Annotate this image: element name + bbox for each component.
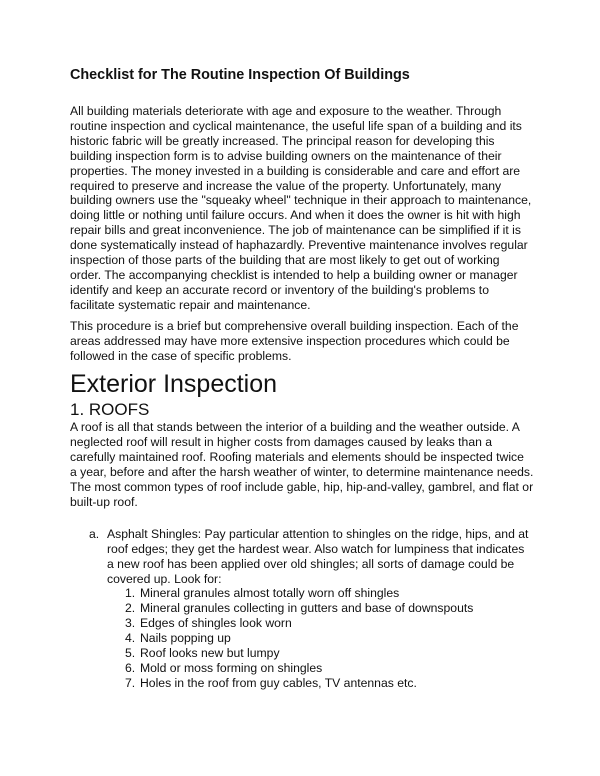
checklist-text: Mold or moss forming on shingles <box>140 661 323 675</box>
checklist-number: 7. <box>125 675 136 690</box>
checklist-text: Mineral granules collecting in gutters and base of downspouts <box>140 601 474 616</box>
checklist-number: 3. <box>125 616 136 631</box>
checklist-text: Nails popping up <box>140 631 231 646</box>
checklist-text: Roof looks new but lumpy <box>140 646 280 661</box>
roofs-paragraph: A roof is all that stands between the interior of a building and the weather outside. A neglected roof will result in higher costs from damages caused by leaks than a carefully maintained roof. Roofing materials and elements should be inspected twice a year, before and after the harsh weather of winter, to determine maintenance needs. The most common types of roof include gable, hip, hip-and-valley, gambrel, and flat or built-up roof. <box>70 420 534 509</box>
checklist-number: 1. <box>125 586 136 601</box>
checklist-item <box>125 586 534 601</box>
intro-paragraph: All building materials deteriorate with age and exposure to the weather. Through routine inspection and cyclical maintenance, the useful life span of a building and its historic fabric will be greatly increased. The principal reason for developing this building inspection form is to advise building owners on the maintenance of their properties. The money invested in a building is considerable and care and effort are required to preserve and increase the value of the property. Unfortunately, many building owners use the "squeaky wheel" technique in their approach to maintenance, doing little or nothing until failure occurs. And when it does the owner is hit with high repair bills and great inconvenience. The job of maintenance can be simplified if it is done systematically instead of haphazardly. Preventive maintenance involves regular inspection of those parts of the building that are most likely to get out of working order. The accompanying checklist is intended to help a building owner or manager identify and keep an accurate record or inventory of the building's problems to facilitate systematic repair and maintenance. <box>70 104 532 312</box>
numbered-checklist <box>107 586 534 690</box>
checklist-number: 5. <box>125 646 136 661</box>
checklist-item <box>125 601 534 616</box>
checklist-item <box>125 616 534 631</box>
section-heading: Exterior Inspection <box>70 370 278 399</box>
checklist-item <box>125 631 534 646</box>
list-marker: a. <box>89 526 100 541</box>
checklist-number: 2. <box>125 601 136 616</box>
checklist-text: Mineral granules almost totally worn off shingles <box>140 586 400 601</box>
checklist-text: Holes in the roof from guy cables, TV antennas etc. <box>140 675 417 690</box>
checklist-item <box>125 646 534 661</box>
list-item-text: Asphalt Shingles: Pay particular attention to shingles on the ridge, hips, and at roof edges; they get the hardest wear. Also watch for lumpiness that indicates a new roof has been applied over old shingles; all sorts of damage could be covered up. Look for: <box>107 526 529 586</box>
alpha-list <box>70 527 534 691</box>
checklist-item <box>125 676 534 691</box>
list-item <box>70 527 534 691</box>
subsection-heading: 1. ROOFS <box>70 400 150 420</box>
checklist-number: 6. <box>125 661 136 675</box>
checklist-number: 4. <box>125 631 136 646</box>
document-title: Checklist for The Routine Inspection Of Buildings <box>70 67 410 83</box>
checklist-item <box>125 661 534 676</box>
summary-paragraph: This procedure is a brief but comprehensive overall building inspection. Each of the areas addressed may have more extensive inspection procedures which could be followed in the case of specific problems. <box>70 318 519 363</box>
checklist-text: Edges of shingles look worn <box>140 616 292 631</box>
